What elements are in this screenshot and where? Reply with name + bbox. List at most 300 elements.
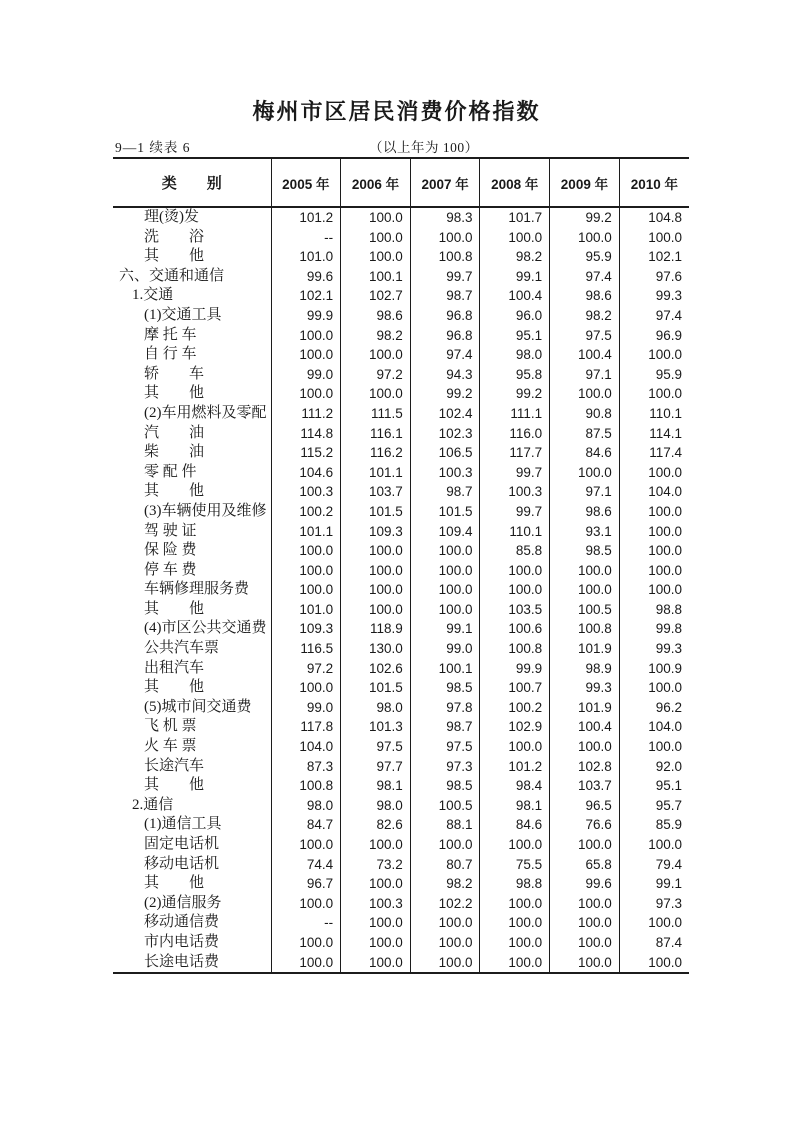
value-cell: 99.2 — [550, 207, 620, 228]
value-cell: 100.0 — [550, 913, 620, 933]
value-cell: 104.6 — [271, 463, 341, 483]
value-cell: 98.0 — [341, 796, 411, 816]
table-row — [113, 286, 689, 306]
value-cell: 100.2 — [271, 502, 341, 522]
value-cell: 97.4 — [550, 267, 620, 287]
value-cell: 97.5 — [410, 737, 480, 757]
category-cell: 其 他 — [144, 679, 205, 696]
value-cell: 97.4 — [410, 345, 480, 365]
value-cell: 100.0 — [271, 835, 341, 855]
value-cell: 117.8 — [271, 717, 341, 737]
value-cell: 100.0 — [480, 228, 550, 248]
value-cell: 100.3 — [341, 894, 411, 914]
value-cell: 99.0 — [271, 365, 341, 385]
value-cell: 100.0 — [341, 541, 411, 561]
category-cell: 其 他 — [144, 248, 205, 265]
value-cell: 102.4 — [410, 404, 480, 424]
column-header-category: 类 别 — [113, 158, 271, 207]
value-cell: 104.8 — [619, 207, 689, 228]
value-cell: 102.9 — [480, 717, 550, 737]
category-cell: (5)城市间交通费 — [144, 698, 252, 715]
value-cell: 100.0 — [619, 345, 689, 365]
category-cell: 停 车 费 — [144, 561, 197, 578]
value-cell: 101.5 — [341, 678, 411, 698]
value-cell: 99.1 — [480, 267, 550, 287]
value-cell: 100.0 — [271, 326, 341, 346]
value-cell: 100.0 — [550, 933, 620, 953]
table-header — [113, 158, 689, 207]
category-cell: (2)车用燃料及零配 — [144, 404, 267, 421]
value-cell: 100.4 — [550, 717, 620, 737]
value-cell: 92.0 — [619, 757, 689, 777]
value-cell: 101.0 — [271, 600, 341, 620]
cpi-table — [113, 157, 689, 974]
value-cell: 106.5 — [410, 443, 480, 463]
value-cell: 100.0 — [341, 913, 411, 933]
value-cell: 99.9 — [271, 306, 341, 326]
value-cell: 100.8 — [480, 639, 550, 659]
table-row — [113, 815, 689, 835]
category-cell: (1)通信工具 — [144, 816, 222, 833]
value-cell: 102.2 — [410, 894, 480, 914]
category-cell: 长途汽车 — [144, 757, 205, 774]
value-cell: 101.2 — [480, 757, 550, 777]
category-cell: 固定电话机 — [144, 836, 220, 852]
value-cell: 96.8 — [410, 326, 480, 346]
value-cell: 100.3 — [480, 482, 550, 502]
category-cell: 其 他 — [144, 483, 205, 500]
value-cell: 100.0 — [341, 228, 411, 248]
value-cell: 96.2 — [619, 698, 689, 718]
value-cell: 100.0 — [410, 913, 480, 933]
table-row — [113, 913, 689, 933]
value-cell: 100.3 — [271, 482, 341, 502]
value-cell: 100.0 — [619, 541, 689, 561]
table-row — [113, 659, 689, 679]
column-header-year: 2010 年 — [619, 158, 689, 207]
header-row — [113, 158, 689, 207]
value-cell: 100.0 — [410, 600, 480, 620]
table-meta-row — [113, 136, 689, 154]
table-row — [113, 953, 689, 974]
value-cell: 97.8 — [410, 698, 480, 718]
value-cell: 100.5 — [550, 600, 620, 620]
value-cell: 100.8 — [550, 619, 620, 639]
value-cell: 100.0 — [271, 678, 341, 698]
value-cell: 100.0 — [341, 384, 411, 404]
value-cell: 100.0 — [341, 933, 411, 953]
category-cell: 理(烫)发 — [144, 209, 199, 225]
value-cell: 100.0 — [550, 580, 620, 600]
value-cell: 101.3 — [341, 717, 411, 737]
value-cell: 109.4 — [410, 522, 480, 542]
table-row — [113, 384, 689, 404]
table-row — [113, 874, 689, 894]
value-cell: 96.0 — [480, 306, 550, 326]
category-cell: (4)市区公共交通费 — [144, 620, 267, 637]
value-cell: 116.0 — [480, 424, 550, 444]
value-cell: 101.9 — [550, 698, 620, 718]
value-cell: 100.0 — [271, 384, 341, 404]
category-cell: 公共汽车票 — [144, 640, 220, 657]
category-cell: 其 他 — [144, 600, 205, 617]
value-cell: 97.3 — [619, 894, 689, 914]
value-cell: 99.8 — [619, 619, 689, 639]
category-cell: 出租汽车 — [144, 659, 205, 676]
value-cell: 100.0 — [410, 580, 480, 600]
value-cell: 100.0 — [619, 384, 689, 404]
table-row — [113, 580, 689, 600]
table-row — [113, 855, 689, 875]
value-cell: 79.4 — [619, 855, 689, 875]
value-cell: 100.0 — [410, 228, 480, 248]
value-cell: 98.3 — [410, 207, 480, 228]
value-cell: 104.0 — [619, 717, 689, 737]
value-cell: 98.5 — [410, 678, 480, 698]
table-row — [113, 894, 689, 914]
category-cell: 飞 机 票 — [144, 718, 197, 735]
value-cell: 87.5 — [550, 424, 620, 444]
category-cell: (2)通信服务 — [144, 894, 222, 911]
value-cell: 100.0 — [550, 737, 620, 757]
value-cell: 100.0 — [480, 835, 550, 855]
value-cell: 95.7 — [619, 796, 689, 816]
value-cell: 100.4 — [480, 286, 550, 306]
value-cell: 99.3 — [619, 286, 689, 306]
value-cell: 109.3 — [271, 619, 341, 639]
value-cell: 99.6 — [550, 874, 620, 894]
value-cell: 101.5 — [410, 502, 480, 522]
value-cell: 100.9 — [619, 659, 689, 679]
value-cell: 102.1 — [271, 286, 341, 306]
value-cell: 100.0 — [619, 678, 689, 698]
value-cell: 100.0 — [550, 894, 620, 914]
value-cell: 98.2 — [410, 874, 480, 894]
value-cell: 116.5 — [271, 639, 341, 659]
value-cell: 95.1 — [480, 326, 550, 346]
value-cell: 100.1 — [410, 659, 480, 679]
value-cell: 100.0 — [619, 913, 689, 933]
value-cell: 98.6 — [341, 306, 411, 326]
value-cell: 98.1 — [480, 796, 550, 816]
value-cell: 98.6 — [550, 502, 620, 522]
table-row — [113, 933, 689, 953]
value-cell: 98.8 — [619, 600, 689, 620]
value-cell: 100.0 — [271, 580, 341, 600]
value-cell: 101.1 — [341, 463, 411, 483]
value-cell: 98.8 — [480, 874, 550, 894]
value-cell: 84.6 — [550, 443, 620, 463]
value-cell: 95.9 — [550, 247, 620, 267]
value-cell: 100.0 — [480, 561, 550, 581]
table-row — [113, 207, 689, 228]
table-row — [113, 247, 689, 267]
value-cell: 101.0 — [271, 247, 341, 267]
category-cell: 六、交通和通信 — [119, 267, 225, 284]
value-cell: 87.3 — [271, 757, 341, 777]
table-row — [113, 796, 689, 816]
column-header-year: 2008 年 — [480, 158, 550, 207]
value-cell: 100.0 — [550, 384, 620, 404]
value-cell: 100.0 — [341, 600, 411, 620]
value-cell: 102.7 — [341, 286, 411, 306]
value-cell: 116.1 — [341, 424, 411, 444]
value-cell: 100.0 — [550, 561, 620, 581]
value-cell: 95.1 — [619, 776, 689, 796]
value-cell: 100.0 — [410, 933, 480, 953]
value-cell: -- — [271, 913, 341, 933]
value-cell: 98.5 — [410, 776, 480, 796]
table-row — [113, 463, 689, 483]
value-cell: 99.9 — [480, 659, 550, 679]
value-cell: 103.5 — [480, 600, 550, 620]
value-cell: 97.2 — [341, 365, 411, 385]
value-cell: 100.0 — [341, 247, 411, 267]
unit-note: （以上年为 100） — [369, 140, 479, 155]
table-row — [113, 561, 689, 581]
table-row — [113, 698, 689, 718]
value-cell: 98.2 — [480, 247, 550, 267]
value-cell: 97.6 — [619, 267, 689, 287]
value-cell: 100.0 — [550, 835, 620, 855]
value-cell: 111.1 — [480, 404, 550, 424]
value-cell: 100.4 — [550, 345, 620, 365]
value-cell: 98.0 — [480, 345, 550, 365]
value-cell: 98.6 — [550, 286, 620, 306]
value-cell: 100.0 — [271, 953, 341, 974]
value-cell: 100.0 — [410, 561, 480, 581]
value-cell: 97.5 — [550, 326, 620, 346]
value-cell: 100.0 — [619, 835, 689, 855]
value-cell: 76.6 — [550, 815, 620, 835]
value-cell: 99.1 — [410, 619, 480, 639]
value-cell: 116.2 — [341, 443, 411, 463]
value-cell: 73.2 — [341, 855, 411, 875]
table-row — [113, 404, 689, 424]
value-cell: 100.0 — [480, 894, 550, 914]
value-cell: 100.0 — [619, 561, 689, 581]
value-cell: 104.0 — [619, 482, 689, 502]
value-cell: 100.0 — [341, 345, 411, 365]
value-cell: 101.7 — [480, 207, 550, 228]
value-cell: 100.0 — [341, 835, 411, 855]
value-cell: 93.1 — [550, 522, 620, 542]
value-cell: 98.0 — [271, 796, 341, 816]
value-cell: 117.4 — [619, 443, 689, 463]
category-cell: 移动通信费 — [144, 914, 220, 931]
value-cell: 100.0 — [619, 580, 689, 600]
value-cell: 101.5 — [341, 502, 411, 522]
value-cell: 100.8 — [410, 247, 480, 267]
table-row — [113, 835, 689, 855]
value-cell: 99.0 — [271, 698, 341, 718]
value-cell: 100.0 — [271, 894, 341, 914]
value-cell: 100.0 — [341, 580, 411, 600]
value-cell: 100.0 — [480, 580, 550, 600]
category-cell: 火 车 票 — [144, 738, 197, 755]
table-row — [113, 482, 689, 502]
value-cell: 101.9 — [550, 639, 620, 659]
value-cell: 94.3 — [410, 365, 480, 385]
value-cell: 100.0 — [550, 953, 620, 974]
category-cell: (1)交通工具 — [144, 306, 222, 323]
value-cell: 110.1 — [480, 522, 550, 542]
value-cell: 99.2 — [480, 384, 550, 404]
value-cell: 100.0 — [341, 207, 411, 228]
value-cell: 100.0 — [550, 228, 620, 248]
value-cell: 100.6 — [480, 619, 550, 639]
value-cell: 100.0 — [619, 228, 689, 248]
value-cell: 98.5 — [550, 541, 620, 561]
value-cell: 100.0 — [410, 541, 480, 561]
value-cell: 100.0 — [410, 835, 480, 855]
column-header-year: 2006 年 — [341, 158, 411, 207]
value-cell: 99.3 — [550, 678, 620, 698]
value-cell: 100.0 — [341, 874, 411, 894]
value-cell: -- — [271, 228, 341, 248]
table-row — [113, 443, 689, 463]
value-cell: 99.3 — [619, 639, 689, 659]
value-cell: 74.4 — [271, 855, 341, 875]
value-cell: 100.0 — [271, 345, 341, 365]
value-cell: 97.4 — [619, 306, 689, 326]
value-cell: 97.1 — [550, 365, 620, 385]
table-row — [113, 424, 689, 444]
value-cell: 98.4 — [480, 776, 550, 796]
category-cell: 自 行 车 — [144, 346, 197, 363]
value-cell: 80.7 — [410, 855, 480, 875]
value-cell: 65.8 — [550, 855, 620, 875]
value-cell: 115.2 — [271, 443, 341, 463]
column-header-year: 2009 年 — [550, 158, 620, 207]
value-cell: 98.1 — [341, 776, 411, 796]
value-cell: 100.0 — [619, 522, 689, 542]
value-cell: 98.9 — [550, 659, 620, 679]
value-cell: 100.0 — [410, 953, 480, 974]
value-cell: 96.9 — [619, 326, 689, 346]
value-cell: 95.8 — [480, 365, 550, 385]
value-cell: 88.1 — [410, 815, 480, 835]
value-cell: 99.7 — [410, 267, 480, 287]
value-cell: 99.0 — [410, 639, 480, 659]
value-cell: 99.6 — [271, 267, 341, 287]
category-cell: 洗 浴 — [144, 228, 205, 245]
value-cell: 100.5 — [410, 796, 480, 816]
category-cell: 其 他 — [144, 777, 205, 794]
value-cell: 130.0 — [341, 639, 411, 659]
value-cell: 100.0 — [480, 953, 550, 974]
table-row — [113, 678, 689, 698]
table-row — [113, 776, 689, 796]
category-cell: 2.通信 — [132, 796, 174, 813]
value-cell: 100.1 — [341, 267, 411, 287]
value-cell: 84.6 — [480, 815, 550, 835]
value-cell: 111.2 — [271, 404, 341, 424]
category-cell: 零 配 件 — [144, 463, 197, 480]
value-cell: 100.0 — [619, 953, 689, 974]
value-cell: 104.0 — [271, 737, 341, 757]
value-cell: 100.0 — [271, 561, 341, 581]
category-cell: 车辆修理服务费 — [144, 581, 250, 598]
value-cell: 100.0 — [619, 502, 689, 522]
category-cell: 市内电话费 — [144, 933, 220, 950]
value-cell: 97.1 — [550, 482, 620, 502]
value-cell: 100.0 — [619, 463, 689, 483]
table-row — [113, 522, 689, 542]
value-cell: 101.1 — [271, 522, 341, 542]
table-row — [113, 345, 689, 365]
value-cell: 84.7 — [271, 815, 341, 835]
value-cell: 75.5 — [480, 855, 550, 875]
value-cell: 114.8 — [271, 424, 341, 444]
table-row — [113, 306, 689, 326]
table-body — [113, 207, 689, 973]
page-title: 梅州市区居民消费价格指数 — [252, 99, 541, 124]
category-cell: 其 他 — [144, 875, 205, 892]
value-cell: 118.9 — [341, 619, 411, 639]
category-cell: 柴 油 — [144, 444, 205, 461]
table-row — [113, 228, 689, 248]
column-header-year: 2007 年 — [410, 158, 480, 207]
value-cell: 87.4 — [619, 933, 689, 953]
value-cell: 100.7 — [480, 678, 550, 698]
table-row — [113, 326, 689, 346]
value-cell: 100.3 — [410, 463, 480, 483]
value-cell: 82.6 — [341, 815, 411, 835]
value-cell: 96.8 — [410, 306, 480, 326]
category-cell: 驾 驶 证 — [144, 522, 197, 539]
value-cell: 100.0 — [341, 561, 411, 581]
value-cell: 97.2 — [271, 659, 341, 679]
value-cell: 98.7 — [410, 717, 480, 737]
category-cell: 移动电话机 — [144, 855, 220, 872]
table-row — [113, 600, 689, 620]
value-cell: 97.3 — [410, 757, 480, 777]
value-cell: 98.0 — [341, 698, 411, 718]
value-cell: 98.2 — [341, 326, 411, 346]
value-cell: 100.2 — [480, 698, 550, 718]
category-cell: (3)车辆使用及维修 — [144, 502, 267, 519]
value-cell: 117.7 — [480, 443, 550, 463]
value-cell: 100.0 — [271, 541, 341, 561]
value-cell: 102.3 — [410, 424, 480, 444]
table-row — [113, 757, 689, 777]
value-cell: 97.7 — [341, 757, 411, 777]
value-cell: 85.8 — [480, 541, 550, 561]
value-cell: 99.2 — [410, 384, 480, 404]
value-cell: 99.7 — [480, 502, 550, 522]
value-cell: 103.7 — [550, 776, 620, 796]
column-header-year: 2005 年 — [271, 158, 341, 207]
value-cell: 98.2 — [550, 306, 620, 326]
value-cell: 100.0 — [480, 933, 550, 953]
category-cell: 摩 托 车 — [144, 326, 197, 343]
value-cell: 114.1 — [619, 424, 689, 444]
table-row — [113, 619, 689, 639]
value-cell: 103.7 — [341, 482, 411, 502]
category-cell: 长途电话费 — [144, 953, 220, 970]
category-cell: 1.交通 — [132, 287, 174, 304]
value-cell: 102.6 — [341, 659, 411, 679]
value-cell: 111.5 — [341, 404, 411, 424]
value-cell: 99.7 — [480, 463, 550, 483]
value-cell: 100.0 — [550, 463, 620, 483]
table-row — [113, 737, 689, 757]
value-cell: 96.5 — [550, 796, 620, 816]
table-row — [113, 541, 689, 561]
value-cell: 102.8 — [550, 757, 620, 777]
value-cell: 110.1 — [619, 404, 689, 424]
